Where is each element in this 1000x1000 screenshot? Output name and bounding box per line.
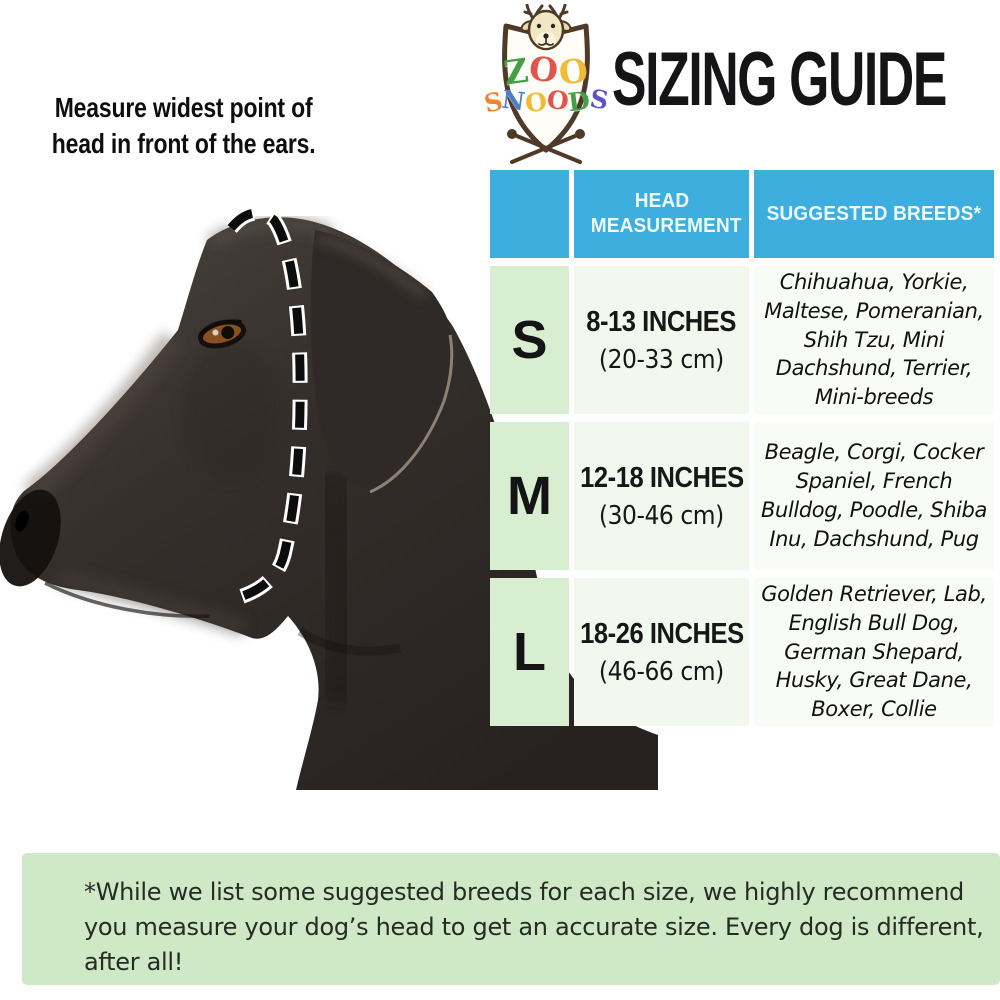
- inches-range-s: 8-13 INCHES: [586, 305, 737, 338]
- logo-letter: S: [587, 83, 611, 116]
- size-cell-s: S: [490, 266, 569, 414]
- logo-letter: Z: [501, 50, 532, 93]
- size-cell-l: L: [490, 578, 569, 726]
- logo-letter: O: [545, 85, 570, 116]
- cm-range-m: (30-46 cm): [599, 500, 724, 531]
- footnote-text: *While we list some suggested breeds for each size, we highly recommend you measure your dog’s head to get an accurate size. Every dog is different, after all!: [84, 878, 984, 976]
- inches-range-m: 12-18 INCHES: [579, 461, 744, 494]
- inches-range-l: 18-26 INCHES: [579, 617, 744, 650]
- breeds-cell-m: Beagle, Corgi, Cocker Spaniel, French Bulldog, Poodle, Shiba Inu, Dachshund, Pug: [754, 422, 994, 570]
- measurement-cell-l: [574, 578, 749, 726]
- logo-letter: O: [527, 48, 561, 91]
- header-breeds-cell: [754, 170, 994, 258]
- logo-letter: S: [481, 86, 506, 119]
- breeds-cell-s: Chihuahua, Yorkie, Maltese, Pomeranian, Shih Tzu, Mini Dachshund, Terrier, Mini-breeds: [754, 266, 994, 414]
- logo-word-snoods: [481, 83, 611, 119]
- page-title: SIZING GUIDE: [612, 37, 946, 122]
- header-size-cell: [490, 170, 569, 258]
- size-cell-m: M: [490, 422, 569, 570]
- sizing-table: [490, 170, 994, 726]
- header-measurement-label: HEAD MEASUREMENT: [590, 190, 742, 237]
- cm-range-s: (20-33 cm): [599, 344, 724, 375]
- footnote-banner: [22, 853, 1000, 985]
- measurement-cell-m: [574, 422, 749, 570]
- breeds-cell-l: Golden Retriever, Lab, English Bull Dog, German Shepard, Husky, Great Dane, Boxer, Collie: [754, 578, 994, 726]
- cm-range-l: (46-66 cm): [599, 656, 724, 687]
- header-measurement-cell: [574, 170, 749, 258]
- measurement-cell-s: [574, 266, 749, 414]
- logo-letter: N: [500, 84, 527, 117]
- cheek-shadow: [182, 343, 282, 483]
- header-breeds-label: SUGGESTED BREEDS*: [766, 202, 982, 225]
- zoo-snoods-logo: [482, 4, 610, 170]
- logo-letter: O: [523, 86, 549, 119]
- neck-shadow: [330, 473, 342, 703]
- logo-letter: D: [566, 85, 592, 118]
- logo-letter: O: [556, 50, 590, 93]
- measure-instruction: Measure widest point of head in front of the ears.: [51, 92, 316, 159]
